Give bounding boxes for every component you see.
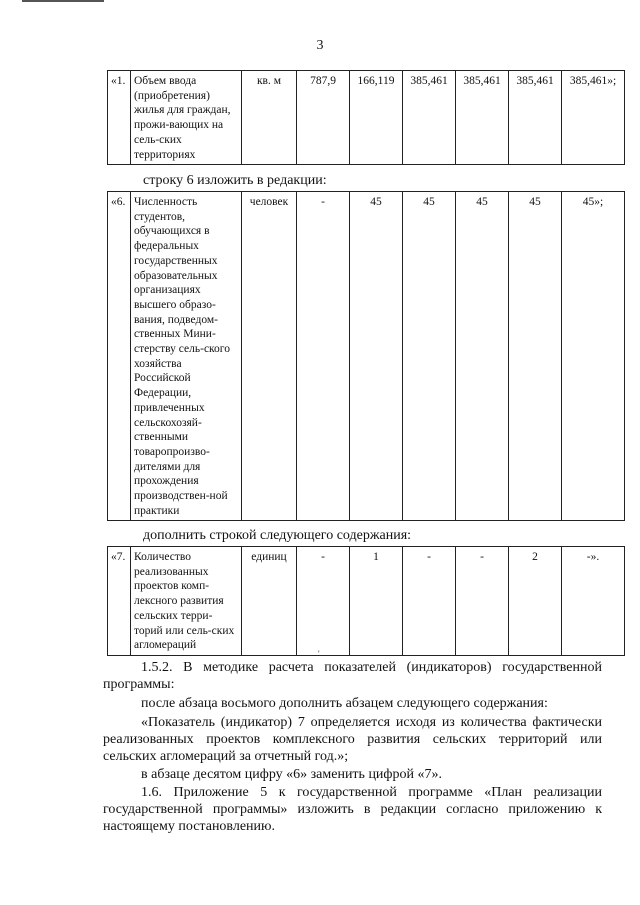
indicator-name: Численность студентов, обучающихся в федеральных государственных образовательных организациях высшего образо-вания, подведом-ственных Мини-стерству сель-ского хозяйства Российской Федерации, привлеченных сельскохозяй-ственными товаропроизво-дителями для прохождения производствен-ной практики — [131, 192, 242, 521]
paragraph-1-5-2: 1.5.2. В методике расчета показателей (индикаторов) государственной программы: — [103, 660, 602, 692]
table-row — [108, 192, 625, 521]
indicator-table-row-7 — [107, 546, 625, 656]
value-cell: 787,9 — [297, 71, 350, 165]
page-number: 3 — [316, 38, 324, 53]
value-cell: 385,461 — [456, 71, 509, 165]
row-number: «7. — [108, 547, 131, 656]
value-cell: 45 — [350, 192, 403, 521]
paragraph-add-abzac: после абзаца восьмого дополнить абзацем следующего содержания: — [141, 696, 548, 711]
value-cell-last: -». — [562, 547, 625, 656]
indicator-table-row-6 — [107, 191, 625, 521]
table-row — [108, 547, 625, 656]
value-cell: - — [456, 547, 509, 656]
heading-add-row: дополнить строкой следующего содержания: — [143, 528, 412, 543]
value-cell-last: 45»; — [562, 192, 625, 521]
indicator-name: Количество реализованных проектов комп-лексного развития сельских терри-торий или сель-ских агломераций — [131, 547, 242, 656]
value-cell: 2 — [509, 547, 562, 656]
value-cell-last: 385,461»; — [562, 71, 625, 165]
footnote-mark: ' — [318, 649, 320, 659]
indicator-table-row-1 — [107, 70, 625, 165]
unit-cell: кв. м — [242, 71, 297, 165]
value-cell: 45 — [403, 192, 456, 521]
paragraph-1-6: 1.6. Приложение 5 к государственной программе «План реализации государственной программы» изложить в редакции согласно приложению к настоящему постановлению. — [103, 785, 602, 834]
table-row — [108, 71, 625, 165]
value-cell: 385,461 — [403, 71, 456, 165]
value-cell: 45 — [509, 192, 562, 521]
heading-row-6: строку 6 изложить в редакции: — [143, 173, 327, 188]
value-cell: 166,119 — [350, 71, 403, 165]
indicator-name: Объем ввода (приобретения) жилья для граждан, прожи-вающих на сель-ских территориях — [131, 71, 242, 165]
unit-cell: человек — [242, 192, 297, 521]
paragraph-abzac-10: в абзаце десятом цифру «6» заменить цифрой «7». — [141, 767, 442, 782]
row-number: «1. — [108, 71, 131, 165]
value-cell: 1 — [350, 547, 403, 656]
value-cell: - — [297, 547, 350, 656]
paragraph-indicator-7: «Показатель (индикатор) 7 определяется исходя из количества фактически реализованных проектов комплексного развития сельских территорий или сельских агломераций за отчетный год.»; — [103, 715, 602, 764]
value-cell: 45 — [456, 192, 509, 521]
unit-cell: единиц — [242, 547, 297, 656]
value-cell: - — [297, 192, 350, 521]
value-cell: - — [403, 547, 456, 656]
value-cell: 385,461 — [509, 71, 562, 165]
row-number: «6. — [108, 192, 131, 521]
top-rule — [22, 0, 104, 2]
